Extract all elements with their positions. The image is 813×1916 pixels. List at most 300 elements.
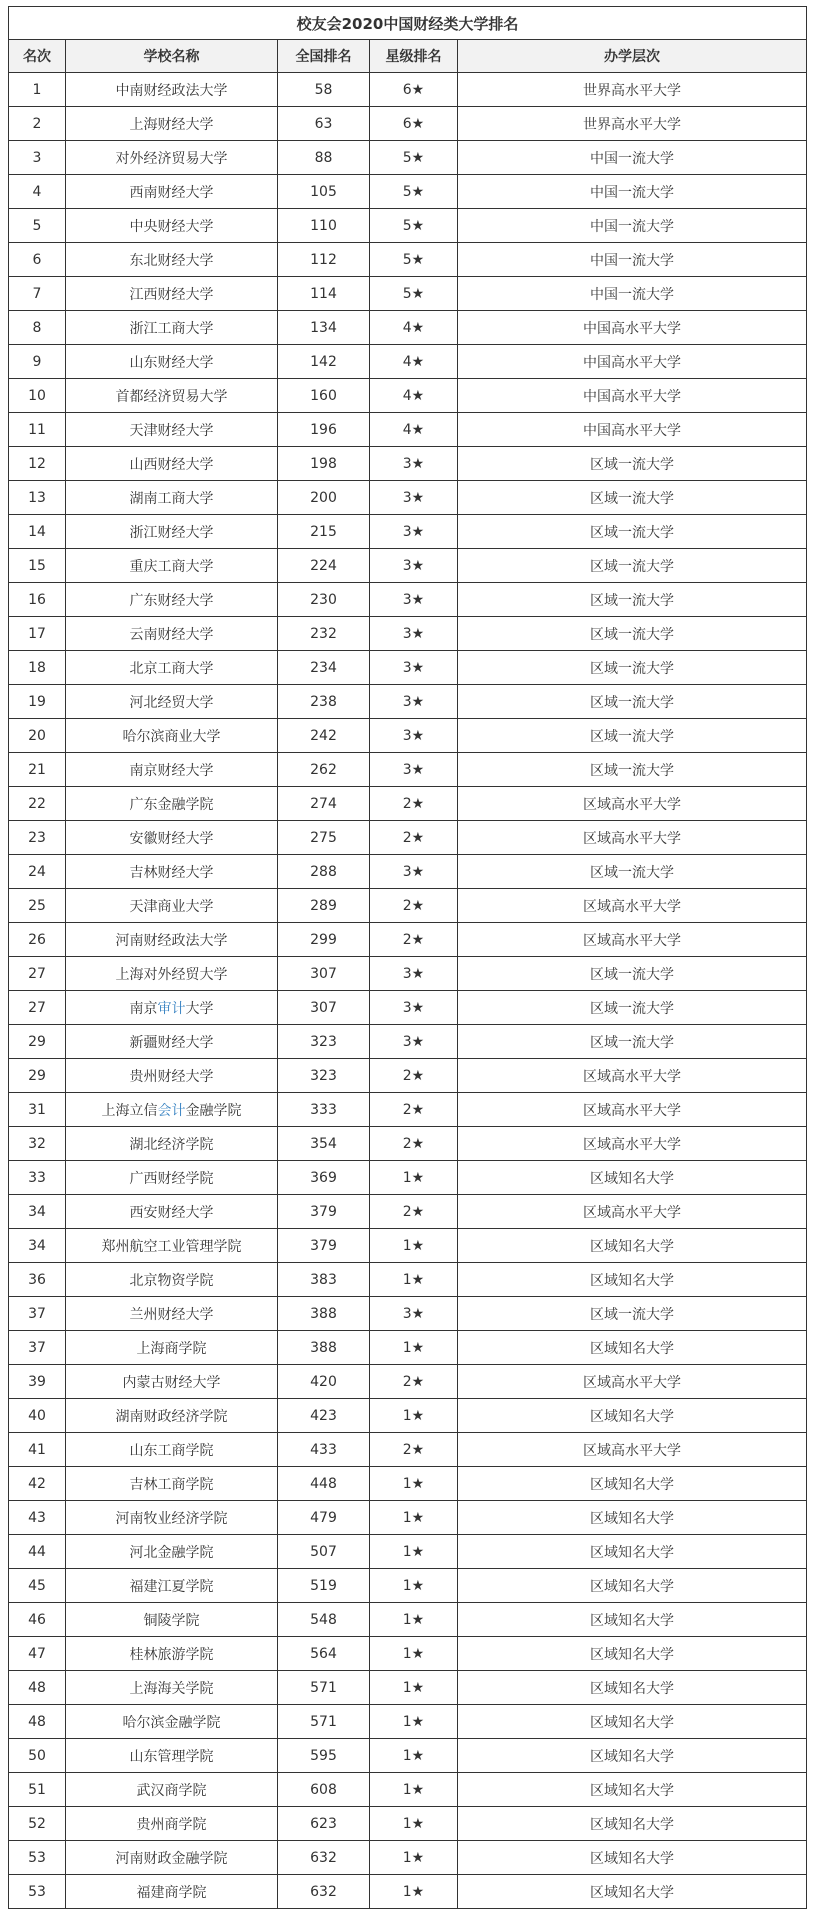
level-cell: 区域知名大学 [458,1671,807,1705]
school-name-cell: 北京物资学院 [66,1263,278,1297]
rank-cell: 52 [9,1807,66,1841]
star-rank-cell: 3★ [370,447,458,481]
level-cell: 区域知名大学 [458,1637,807,1671]
table-row [9,1161,807,1195]
table-row [9,719,807,753]
star-rank-cell: 3★ [370,515,458,549]
national-rank-cell: 238 [278,685,370,719]
star-rank-cell: 1★ [370,1399,458,1433]
level-cell: 世界高水平大学 [458,107,807,141]
rank-cell: 4 [9,175,66,209]
level-cell: 区域一流大学 [458,957,807,991]
star-rank-cell: 1★ [370,1671,458,1705]
level-cell: 区域高水平大学 [458,1195,807,1229]
rank-cell: 23 [9,821,66,855]
table-row [9,243,807,277]
level-cell: 区域一流大学 [458,447,807,481]
table-row [9,1467,807,1501]
national-rank-cell: 423 [278,1399,370,1433]
level-cell: 中国一流大学 [458,277,807,311]
table-row [9,1535,807,1569]
school-name-cell: 贵州财经大学 [66,1059,278,1093]
school-name-cell: 上海对外经贸大学 [66,957,278,991]
school-name-cell: 福建江夏学院 [66,1569,278,1603]
level-cell: 区域知名大学 [458,1399,807,1433]
school-name-cell: 对外经济贸易大学 [66,141,278,175]
level-cell: 区域知名大学 [458,1161,807,1195]
school-name-cell: 上海财经大学 [66,107,278,141]
rank-cell: 22 [9,787,66,821]
national-rank-cell: 420 [278,1365,370,1399]
rank-cell: 14 [9,515,66,549]
rank-cell: 53 [9,1841,66,1875]
national-rank-cell: 63 [278,107,370,141]
national-rank-cell: 433 [278,1433,370,1467]
table-row [9,1603,807,1637]
national-rank-cell: 289 [278,889,370,923]
level-cell: 区域知名大学 [458,1229,807,1263]
national-rank-cell: 274 [278,787,370,821]
star-rank-cell: 4★ [370,345,458,379]
rank-cell: 3 [9,141,66,175]
header-star-rank: 星级排名 [370,40,458,73]
level-cell: 区域一流大学 [458,651,807,685]
rank-cell: 1 [9,73,66,107]
school-name-cell: 湖南财政经济学院 [66,1399,278,1433]
table-row [9,1705,807,1739]
national-rank-cell: 608 [278,1773,370,1807]
rank-cell: 41 [9,1433,66,1467]
rank-cell: 27 [9,957,66,991]
rank-cell: 46 [9,1603,66,1637]
rank-cell: 17 [9,617,66,651]
star-rank-cell: 3★ [370,651,458,685]
rank-cell: 25 [9,889,66,923]
national-rank-cell: 323 [278,1059,370,1093]
school-name-cell: 上海商学院 [66,1331,278,1365]
rank-cell: 8 [9,311,66,345]
national-rank-cell: 160 [278,379,370,413]
rank-cell: 50 [9,1739,66,1773]
table-row [9,1229,807,1263]
rank-cell: 33 [9,1161,66,1195]
rank-cell: 20 [9,719,66,753]
table-row [9,1739,807,1773]
rank-cell: 18 [9,651,66,685]
school-name-cell: 新疆财经大学 [66,1025,278,1059]
national-rank-cell: 307 [278,991,370,1025]
table-row [9,651,807,685]
national-rank-cell: 379 [278,1229,370,1263]
level-cell: 中国高水平大学 [458,311,807,345]
level-cell: 中国一流大学 [458,141,807,175]
rank-cell: 19 [9,685,66,719]
national-rank-cell: 383 [278,1263,370,1297]
table-row [9,311,807,345]
national-rank-cell: 200 [278,481,370,515]
national-rank-cell: 196 [278,413,370,447]
star-rank-cell: 6★ [370,73,458,107]
school-name-cell: 首都经济贸易大学 [66,379,278,413]
star-rank-cell: 3★ [370,583,458,617]
level-cell: 区域高水平大学 [458,1093,807,1127]
national-rank-cell: 448 [278,1467,370,1501]
national-rank-cell: 369 [278,1161,370,1195]
table-row [9,855,807,889]
star-rank-cell: 1★ [370,1841,458,1875]
table-row [9,889,807,923]
star-rank-cell: 2★ [370,1433,458,1467]
school-name-cell: 河南财经政法大学 [66,923,278,957]
school-name-cell: 哈尔滨金融学院 [66,1705,278,1739]
school-name-cell: 重庆工商大学 [66,549,278,583]
table-row [9,583,807,617]
level-cell: 区域知名大学 [458,1501,807,1535]
table-row [9,277,807,311]
national-rank-cell: 548 [278,1603,370,1637]
level-cell: 区域高水平大学 [458,1127,807,1161]
level-cell: 区域知名大学 [458,1263,807,1297]
rank-cell: 31 [9,1093,66,1127]
star-rank-cell: 1★ [370,1637,458,1671]
star-rank-cell: 3★ [370,1025,458,1059]
table-row [9,923,807,957]
rank-cell: 6 [9,243,66,277]
star-rank-cell: 5★ [370,209,458,243]
school-name-cell: 中央财经大学 [66,209,278,243]
national-rank-cell: 88 [278,141,370,175]
star-rank-cell: 1★ [370,1161,458,1195]
star-rank-cell: 5★ [370,277,458,311]
national-rank-cell: 230 [278,583,370,617]
star-rank-cell: 3★ [370,1297,458,1331]
rank-cell: 11 [9,413,66,447]
school-name-cell: 南京财经大学 [66,753,278,787]
header-national-rank: 全国排名 [278,40,370,73]
school-name-cell: 桂林旅游学院 [66,1637,278,1671]
school-name-cell: 江西财经大学 [66,277,278,311]
national-rank-cell: 564 [278,1637,370,1671]
rank-cell: 48 [9,1705,66,1739]
star-rank-cell: 4★ [370,413,458,447]
national-rank-cell: 275 [278,821,370,855]
school-name-cell: 内蒙古财经大学 [66,1365,278,1399]
star-rank-cell: 2★ [370,1127,458,1161]
table-row [9,1331,807,1365]
level-cell: 中国高水平大学 [458,413,807,447]
header-rank: 名次 [9,40,66,73]
level-cell: 区域知名大学 [458,1331,807,1365]
star-rank-cell: 2★ [370,889,458,923]
table-row [9,379,807,413]
school-name-cell: 山西财经大学 [66,447,278,481]
table-row [9,515,807,549]
star-rank-cell: 1★ [370,1603,458,1637]
school-name-cell: 广东金融学院 [66,787,278,821]
level-cell: 区域一流大学 [458,685,807,719]
star-rank-cell: 1★ [370,1331,458,1365]
star-rank-cell: 1★ [370,1807,458,1841]
level-cell: 中国高水平大学 [458,379,807,413]
star-rank-cell: 5★ [370,243,458,277]
school-name-cell: 河南财政金融学院 [66,1841,278,1875]
table-row [9,1671,807,1705]
school-name-cell: 西南财经大学 [66,175,278,209]
rank-cell: 32 [9,1127,66,1161]
table-row [9,1501,807,1535]
national-rank-cell: 623 [278,1807,370,1841]
level-cell: 区域知名大学 [458,1773,807,1807]
school-name-cell: 云南财经大学 [66,617,278,651]
table-row [9,175,807,209]
level-cell: 中国高水平大学 [458,345,807,379]
school-name-cell: 湖北经济学院 [66,1127,278,1161]
table-row [9,685,807,719]
rank-cell: 36 [9,1263,66,1297]
star-rank-cell: 2★ [370,1365,458,1399]
level-cell: 区域高水平大学 [458,821,807,855]
school-name-cell: 安徽财经大学 [66,821,278,855]
star-rank-cell: 2★ [370,923,458,957]
national-rank-cell: 507 [278,1535,370,1569]
rank-cell: 16 [9,583,66,617]
national-rank-cell: 234 [278,651,370,685]
level-cell: 区域知名大学 [458,1875,807,1909]
school-name-cell: 湖南工商大学 [66,481,278,515]
star-rank-cell: 6★ [370,107,458,141]
table-row [9,1127,807,1161]
national-rank-cell: 333 [278,1093,370,1127]
level-cell: 中国一流大学 [458,209,807,243]
level-cell: 区域一流大学 [458,991,807,1025]
national-rank-cell: 114 [278,277,370,311]
national-rank-cell: 595 [278,1739,370,1773]
table-row [9,617,807,651]
star-rank-cell: 1★ [370,1501,458,1535]
school-name-cell: 山东管理学院 [66,1739,278,1773]
school-name-cell: 福建商学院 [66,1875,278,1909]
table-body [9,73,807,1909]
level-cell: 区域一流大学 [458,617,807,651]
table-row [9,1195,807,1229]
rank-cell: 10 [9,379,66,413]
star-rank-cell: 2★ [370,1059,458,1093]
national-rank-cell: 479 [278,1501,370,1535]
star-rank-cell: 3★ [370,685,458,719]
star-rank-cell: 3★ [370,855,458,889]
table-row [9,107,807,141]
national-rank-cell: 379 [278,1195,370,1229]
school-name-cell: 武汉商学院 [66,1773,278,1807]
level-cell: 中国一流大学 [458,243,807,277]
table-row [9,1875,807,1909]
table-row [9,1297,807,1331]
national-rank-cell: 112 [278,243,370,277]
national-rank-cell: 388 [278,1297,370,1331]
table-row [9,991,807,1025]
rank-cell: 21 [9,753,66,787]
table-header-row [9,40,807,73]
school-name-cell: 吉林工商学院 [66,1467,278,1501]
level-cell: 区域知名大学 [458,1467,807,1501]
level-cell: 区域一流大学 [458,719,807,753]
national-rank-cell: 58 [278,73,370,107]
table-row [9,413,807,447]
school-name-cell: 天津商业大学 [66,889,278,923]
level-cell: 区域一流大学 [458,481,807,515]
national-rank-cell: 519 [278,1569,370,1603]
star-rank-cell: 1★ [370,1535,458,1569]
level-cell: 区域知名大学 [458,1841,807,1875]
school-name-cell: 浙江工商大学 [66,311,278,345]
school-name-part: 上海立信 [101,1102,158,1119]
national-rank-cell: 299 [278,923,370,957]
national-rank-cell: 632 [278,1841,370,1875]
star-rank-cell: 1★ [370,1263,458,1297]
rank-cell: 43 [9,1501,66,1535]
table-row [9,821,807,855]
rank-cell: 40 [9,1399,66,1433]
star-rank-cell: 3★ [370,753,458,787]
school-name-cell: 天津财经大学 [66,413,278,447]
school-name-cell: 铜陵学院 [66,1603,278,1637]
level-cell: 区域知名大学 [458,1569,807,1603]
school-name-cell: 北京工商大学 [66,651,278,685]
star-rank-cell: 1★ [370,1467,458,1501]
school-name-cell: 河北经贸大学 [66,685,278,719]
school-name-cell: 东北财经大学 [66,243,278,277]
school-name-part: 南京 [129,1000,158,1017]
star-rank-cell: 1★ [370,1739,458,1773]
school-name-cell: 上海海关学院 [66,1671,278,1705]
rank-cell: 37 [9,1331,66,1365]
school-name-cell [66,991,278,1025]
school-name-cell: 兰州财经大学 [66,1297,278,1331]
rank-cell: 24 [9,855,66,889]
star-rank-cell: 2★ [370,787,458,821]
table-row [9,447,807,481]
table-row [9,345,807,379]
school-name-cell: 浙江财经大学 [66,515,278,549]
rank-cell: 42 [9,1467,66,1501]
national-rank-cell: 388 [278,1331,370,1365]
rank-cell: 45 [9,1569,66,1603]
table-row [9,1569,807,1603]
star-rank-cell: 1★ [370,1229,458,1263]
school-name-cell: 西安财经大学 [66,1195,278,1229]
star-rank-cell: 1★ [370,1705,458,1739]
star-rank-cell: 1★ [370,1569,458,1603]
national-rank-cell: 215 [278,515,370,549]
level-cell: 区域知名大学 [458,1739,807,1773]
level-cell: 区域一流大学 [458,855,807,889]
national-rank-cell: 232 [278,617,370,651]
national-rank-cell: 323 [278,1025,370,1059]
national-rank-cell: 354 [278,1127,370,1161]
star-rank-cell: 2★ [370,1093,458,1127]
school-name-cell: 河南牧业经济学院 [66,1501,278,1535]
star-rank-cell: 3★ [370,549,458,583]
level-cell: 区域一流大学 [458,515,807,549]
table-row [9,787,807,821]
star-rank-cell: 3★ [370,617,458,651]
national-rank-cell: 224 [278,549,370,583]
school-name-cell: 广西财经学院 [66,1161,278,1195]
level-cell: 中国一流大学 [458,175,807,209]
table-row [9,141,807,175]
level-cell: 世界高水平大学 [458,73,807,107]
rank-cell: 34 [9,1195,66,1229]
header-school-name: 学校名称 [66,40,278,73]
table-row [9,1059,807,1093]
level-cell: 区域高水平大学 [458,1365,807,1399]
national-rank-cell: 198 [278,447,370,481]
rank-cell: 12 [9,447,66,481]
national-rank-cell: 632 [278,1875,370,1909]
table-title-row [9,7,807,40]
school-name-cell: 哈尔滨商业大学 [66,719,278,753]
keyword-link[interactable]: 会计 [157,1102,186,1119]
rank-cell: 7 [9,277,66,311]
school-name-part: 大学 [185,1000,214,1017]
star-rank-cell: 5★ [370,175,458,209]
table-row [9,1093,807,1127]
table-title: 校友会2020中国财经类大学排名 [9,7,807,40]
school-name-cell [66,1093,278,1127]
table-row [9,481,807,515]
level-cell: 区域一流大学 [458,583,807,617]
keyword-link[interactable]: 审计 [157,1000,186,1017]
star-rank-cell: 4★ [370,379,458,413]
national-rank-cell: 242 [278,719,370,753]
national-rank-cell: 142 [278,345,370,379]
rank-cell: 44 [9,1535,66,1569]
level-cell: 区域高水平大学 [458,889,807,923]
national-rank-cell: 134 [278,311,370,345]
rank-cell: 13 [9,481,66,515]
rank-cell: 15 [9,549,66,583]
school-name-cell: 吉林财经大学 [66,855,278,889]
school-name-cell: 中南财经政法大学 [66,73,278,107]
national-rank-cell: 110 [278,209,370,243]
level-cell: 区域一流大学 [458,1297,807,1331]
rank-cell: 29 [9,1025,66,1059]
national-rank-cell: 571 [278,1671,370,1705]
national-rank-cell: 288 [278,855,370,889]
rank-cell: 51 [9,1773,66,1807]
rank-cell: 34 [9,1229,66,1263]
school-name-cell: 山东工商学院 [66,1433,278,1467]
school-name-cell: 山东财经大学 [66,345,278,379]
table-row [9,957,807,991]
rank-cell: 26 [9,923,66,957]
rank-cell: 5 [9,209,66,243]
rank-cell: 2 [9,107,66,141]
table-row [9,209,807,243]
level-cell: 区域一流大学 [458,753,807,787]
rank-cell: 9 [9,345,66,379]
rank-cell: 48 [9,1671,66,1705]
level-cell: 区域知名大学 [458,1603,807,1637]
star-rank-cell: 1★ [370,1773,458,1807]
level-cell: 区域高水平大学 [458,1433,807,1467]
rank-cell: 47 [9,1637,66,1671]
star-rank-cell: 5★ [370,141,458,175]
table-row [9,753,807,787]
school-name-cell: 贵州商学院 [66,1807,278,1841]
table-row [9,1807,807,1841]
star-rank-cell: 3★ [370,719,458,753]
